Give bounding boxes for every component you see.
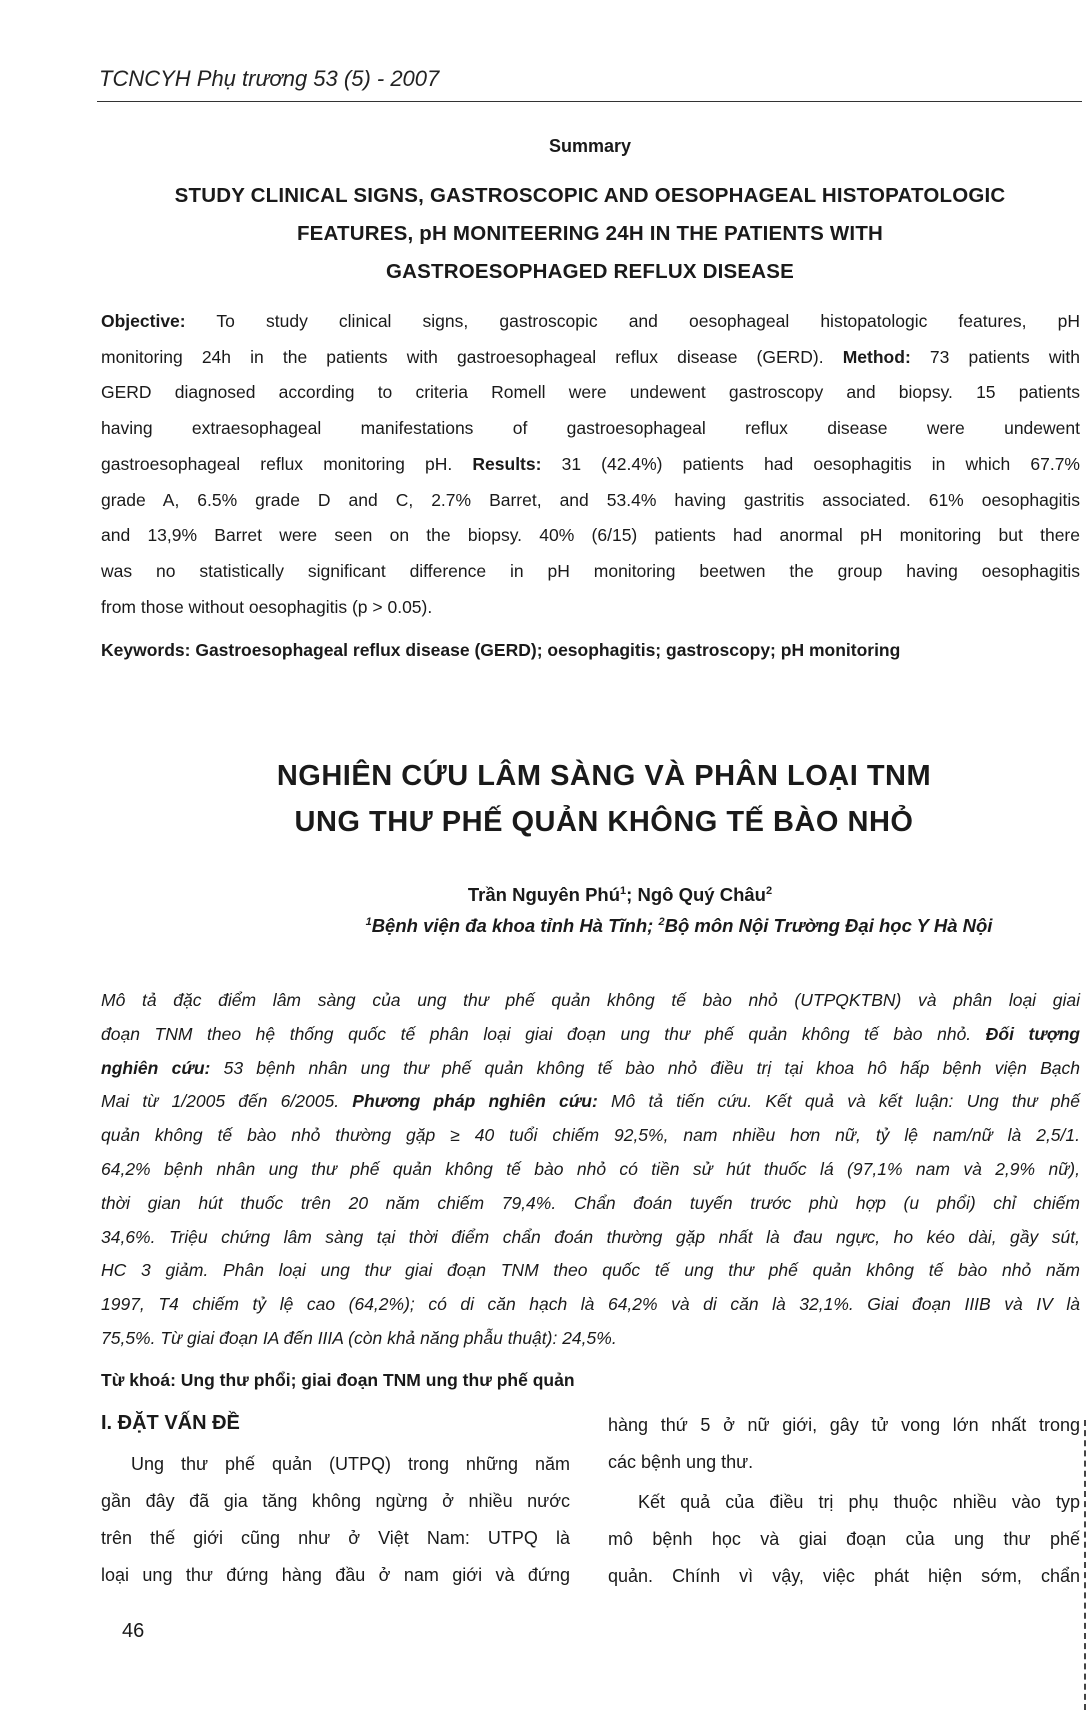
affiliation: Bệnh viện đa khoa tỉnh Hà Tĩnh;	[371, 915, 659, 936]
text-segment: from those without oesophagitis (p > 0.05).	[101, 596, 433, 617]
summary-title-line: GASTROESOPHAGED REFLUX DISEASE	[385, 260, 795, 283]
text-segment: was no statistically significant difference in pH monitoring beetwen the group having oesophagitis	[101, 560, 1080, 581]
text-line	[101, 558, 1080, 584]
text-segment: 75,5%. Từ giai đoạn IA đến IIIA (còn khả năng phẫu thuật): 24,5%.	[101, 1328, 617, 1348]
affil-sup: 2	[658, 915, 665, 928]
text-segment: To study clinical signs, gastroscopic and oesophageal histopatologic features, pH	[185, 311, 1080, 331]
text-segment: 31 (42.4%) patients had oesophagitis in which 67.7%	[541, 453, 1080, 474]
text-line	[101, 1088, 1080, 1114]
affiliations	[0, 915, 1090, 937]
text-line: quản. Chính vì vậy, việc phát hiện sớm, chẩn	[608, 1566, 1080, 1586]
text-line: các bệnh ung thư.	[608, 1452, 754, 1472]
text-line	[101, 522, 1080, 548]
text-line	[101, 415, 1080, 441]
bold-label: Method:	[842, 346, 911, 367]
text-line: hàng thứ 5 ở nữ giới, gây tử vong lớn nhất trong	[608, 1415, 1080, 1435]
authors	[0, 884, 1090, 906]
text-segment: quản không tế bào nhỏ thường gặp ≥ 40 tuổi chiếm 92,5%, nam nhiều hơn nữ, tỷ lệ nam/nữ là 2,5/1.	[101, 1125, 1080, 1146]
text-segment: đoạn TNM theo hệ thống quốc tế phân loại giai đoạn ung thư phế quản không tế bào nhỏ.	[101, 1023, 986, 1044]
text-segment: 1997, T4 chiếm tỷ lệ cao (64,2%); có di căn hạch là 64,2% và di căn là 32,1%. Giai đoạn IIIB và IV là	[101, 1294, 1080, 1315]
text-line	[101, 1325, 1080, 1351]
bold-label: Objective:	[101, 311, 186, 331]
text-segment: and 13,9% Barret were seen on the biopsy. 40% (6/15) patients had anormal pH monitoring but there	[101, 525, 1080, 546]
text-line	[101, 1156, 1080, 1182]
author-sup: 1	[620, 884, 627, 897]
text-line	[101, 487, 1080, 513]
article-title-line: NGHIÊN CỨU LÂM SÀNG VÀ PHÂN LOẠI TNM	[276, 760, 932, 792]
article-title-line: UNG THƯ PHẾ QUẢN KHÔNG TẾ BÀO NHỎ	[294, 806, 914, 838]
header-rule	[97, 101, 1082, 102]
article-keywords: Từ khoá: Ung thư phổi; giai đoạn TNM ung thư phế quản	[101, 1370, 575, 1390]
text-line	[101, 1291, 1080, 1317]
page-number: 46	[122, 1620, 145, 1642]
text-line: loại ung thư đứng hàng đầu ở nam giới và đứng	[101, 1565, 570, 1585]
text-segment: Mô tả đặc điểm lâm sàng của ung thư phế quản không tế bào nhỏ (UTPQKTBN) và phân loại giai	[101, 990, 1080, 1010]
text-line	[101, 308, 1080, 334]
text-line: trên thế giới cũng như ở Việt Nam: UTPQ là	[101, 1528, 570, 1548]
author-sup: 2	[765, 884, 773, 897]
text-segment: grade A, 6.5% grade D and C, 2.7% Barret, and 53.4% having gastritis associated. 61% oesophagitis	[101, 489, 1080, 510]
summary-title-line: FEATURES, pH MONITEERING 24H IN THE PATIENTS WITH	[296, 222, 884, 245]
text-line	[101, 594, 1080, 620]
summary-label: Summary	[548, 136, 632, 156]
author-name: Trần Nguyên Phú	[467, 884, 621, 905]
text-line	[101, 451, 1080, 477]
text-segment: Mô tả tiến cứu. Kết quả và kết luận: Ung thư phế	[597, 1091, 1080, 1112]
text-segment: 34,6%. Triệu chứng lâm sàng tại thời điểm chẩn đoán thường gặp nhất là đau ngực, ho kéo dài, gầy sút,	[101, 1226, 1080, 1247]
bold-label: Phương pháp nghiên cứu:	[352, 1091, 598, 1112]
affil-sup: 1	[365, 915, 372, 928]
text-segment: HC 3 giảm. Phân loại ung thư giai đoạn TNM theo quốc tế ung thư phế quản không tế bào nhỏ năm	[101, 1260, 1080, 1281]
text-line	[101, 1021, 1080, 1047]
author-separator: ;	[626, 884, 638, 905]
summary-keywords: Keywords: Gastroesophageal reflux disease (GERD); oesophagitis; gastroscopy; pH monitoring	[101, 640, 901, 660]
bold-label: Results:	[472, 453, 542, 474]
section-heading: I. ĐẶT VẤN ĐỀ	[101, 1412, 240, 1434]
text-segment: 73 patients with	[910, 346, 1080, 367]
affiliation: Bộ môn Nội Trường Đại học Y Hà Nội	[664, 915, 993, 936]
running-header: TCNCYH Phụ trương 53 (5) - 2007	[99, 66, 440, 91]
text-line	[101, 1257, 1080, 1283]
author-name: Ngô Quý Châu	[637, 884, 766, 905]
bold-label: nghiên cứu:	[101, 1057, 211, 1078]
text-line: gần đây đã gia tăng không ngừng ở nhiều nước	[101, 1491, 570, 1511]
text-segment: GERD diagnosed according to criteria Romell were undewent gastroscopy and biopsy. 15 patients	[101, 382, 1080, 403]
text-segment: Mai từ 1/2005 đến 6/2005.	[101, 1091, 353, 1112]
summary-title-line: STUDY CLINICAL SIGNS, GASTROSCOPIC AND OESOPHAGEAL HISTOPATOLOGIC	[174, 184, 1006, 207]
text-segment: 64,2% bệnh nhân ung thư phế quản không tế bào nhỏ có tiền sử hút thuốc lá (97,1% nam và 2,9% nữ),	[101, 1159, 1080, 1179]
scan-edge	[1084, 1420, 1086, 1710]
text-line	[101, 344, 1080, 370]
text-line	[101, 379, 1080, 405]
text-segment: gastroesophageal reflux monitoring pH.	[101, 453, 473, 474]
text-line	[101, 1190, 1080, 1216]
text-line	[101, 987, 1080, 1013]
text-line	[101, 1224, 1080, 1250]
text-line: Ung thư phế quản (UTPQ) trong những năm	[131, 1454, 570, 1474]
text-segment: thời gian hút thuốc trên 20 năm chiếm 79,4%. Chẩn đoán tuyến trước phù hợp (u phổi) chỉ chiếm	[101, 1192, 1080, 1213]
text-line: mô bệnh học và giai đoạn của ung thư phế	[608, 1529, 1080, 1549]
text-line: Kết quả của điều trị phụ thuộc nhiều vào typ	[638, 1492, 1080, 1512]
bold-label: Đối tượng	[985, 1023, 1080, 1044]
text-line	[101, 1055, 1080, 1081]
text-segment: monitoring 24h in the patients with gastroesophageal reflux disease (GERD).	[101, 346, 843, 367]
text-line	[101, 1122, 1080, 1148]
text-segment: 53 bệnh nhân ung thư phế quản không tế bào nhỏ điều trị tại khoa hô hấp bệnh viện Bạch	[210, 1057, 1080, 1078]
text-segment: having extraesophageal manifestations of gastroesophageal reflux disease were undewent	[101, 418, 1080, 439]
